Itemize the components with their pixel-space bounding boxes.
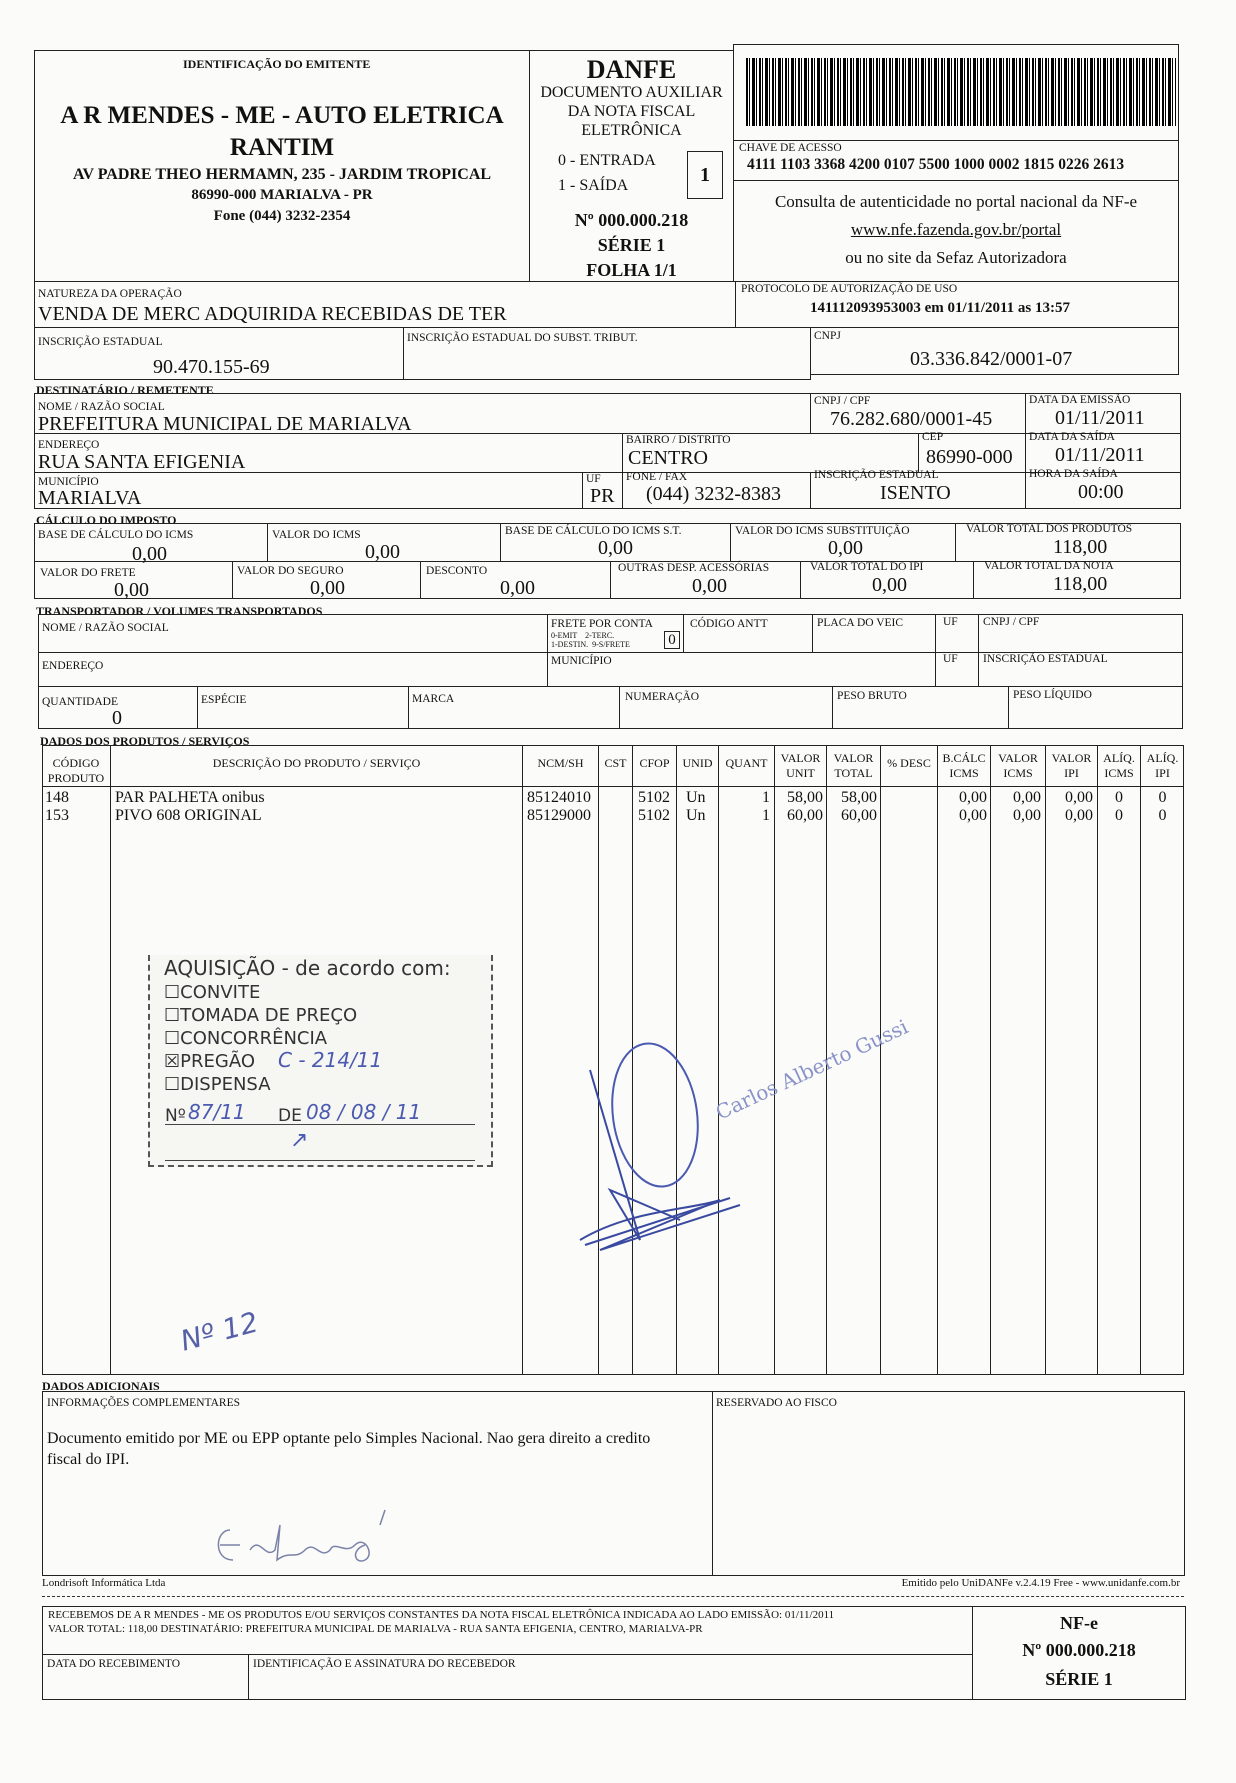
- antt-label: CÓDIGO ANTT: [690, 618, 768, 630]
- canhoto-numero: Nº 000.000.218: [1022, 1640, 1136, 1660]
- emitente-label: IDENTIFICAÇÃO DO EMITENTE: [183, 57, 371, 71]
- th-aicms: ALÍQ. ICMS: [1103, 751, 1135, 780]
- fisco-label: RESERVADO AO FISCO: [716, 1397, 837, 1409]
- transp-uf-label: UF: [943, 616, 958, 628]
- base-st: 0,00: [598, 537, 633, 559]
- frete-value: 0: [664, 631, 680, 649]
- row2-cfop: 5102: [638, 807, 670, 824]
- stamp-opt4: ☒PREGÃO: [164, 1051, 255, 1072]
- chave-label: CHAVE DE ACESSO: [739, 142, 842, 154]
- dest-saida: 01/11/2011: [1055, 444, 1145, 466]
- seguro-label: VALOR DO SEGURO: [237, 565, 344, 577]
- row2-vtotal: 60,00: [841, 807, 877, 824]
- dest-nome: PREFEITURA MUNICIPAL DE MARIALVA: [38, 413, 412, 435]
- stamp-numero-prefix: Nº: [165, 1106, 186, 1126]
- transportador-section: TRANSPORTADOR / VOLUMES TRANSPORTADOS: [36, 604, 323, 618]
- danfe-entrada: 0 - ENTRADA: [558, 152, 656, 169]
- danfe-sub2: DA NOTA FISCAL: [567, 103, 696, 120]
- destinatario-section: DESTINATÁRIO / REMETENTE: [36, 383, 214, 397]
- svg-text:Carlos Alberto Gussi: Carlos Alberto Gussi: [711, 1014, 912, 1125]
- dest-fone-label: FONE / FAX: [626, 471, 688, 483]
- row1-descricao: PAR PALHETA onibus: [115, 789, 265, 806]
- transp-municipio-label: MUNICÍPIO: [551, 655, 612, 667]
- th-cst: CST: [604, 756, 627, 770]
- peso-bruto-label: PESO BRUTO: [837, 690, 907, 702]
- transp-endereco-label: ENDEREÇO: [42, 660, 104, 672]
- ipi-label: VALOR TOTAL DO IPI: [810, 561, 924, 573]
- desconto: 0,00: [500, 577, 535, 599]
- marca-label: MARCA: [412, 693, 455, 705]
- danfe-serie: SÉRIE 1: [597, 235, 666, 255]
- row2-vunit: 60,00: [787, 807, 823, 824]
- stamp-opt2: ☐TOMADA DE PREÇO: [164, 1005, 358, 1026]
- th-ncm: NCM/SH: [537, 756, 584, 770]
- row1-ncm: 85124010: [527, 789, 591, 806]
- row2-aipi: 0: [1158, 807, 1167, 824]
- frete-opt1: 0-EMIT 2-TERC.: [551, 631, 615, 640]
- checkbox-icon: ☐: [164, 1005, 181, 1026]
- dest-hora-label: HORA DA SAÍDA: [1029, 468, 1118, 480]
- outras-label: OUTRAS DESP. ACESSÓRIAS: [618, 562, 770, 574]
- checkbox-icon: ☐: [164, 1028, 181, 1049]
- info-line1: Documento emitido por ME ou EPP optante pelo Simples Nacional. Nao gera direito a credito: [47, 1430, 651, 1447]
- info-label: INFORMAÇÕES COMPLEMENTARES: [47, 1397, 241, 1409]
- assinatura-label: IDENTIFICAÇÃO E ASSINATURA DO RECEBEDOR: [253, 1658, 516, 1670]
- quantidade: 0: [112, 707, 122, 729]
- dest-bairro: CENTRO: [628, 447, 708, 469]
- danfe-folha: FOLHA 1/1: [586, 260, 677, 280]
- dest-ie: ISENTO: [880, 482, 951, 504]
- chave-consulta1: Consulta de autenticidade no portal nacional da NF-e: [774, 192, 1138, 211]
- row1-aipi: 0: [1158, 789, 1167, 806]
- row2-codigo: 153: [45, 807, 69, 824]
- ie-label: INSCRIÇÃO ESTADUAL: [38, 336, 163, 348]
- row2-descricao: PIVO 608 ORIGINAL: [115, 807, 262, 824]
- signature: [570, 1014, 912, 1260]
- dest-fone: (044) 3232-8383: [646, 483, 781, 505]
- stamp-opt5: ☐DISPENSA: [164, 1074, 271, 1095]
- row2-vicms: 0,00: [1013, 807, 1041, 824]
- th-unid: UNID: [682, 756, 713, 770]
- stamp-title: AQUISIÇÃO - de acordo com:: [164, 956, 451, 980]
- valor-st: 0,00: [828, 537, 863, 559]
- th-aipi: ALÍQ. IPI: [1146, 751, 1179, 780]
- total-prod-label: VALOR TOTAL DOS PRODUTOS: [966, 523, 1133, 535]
- canhoto-nfe: NF-e: [1060, 1613, 1098, 1633]
- th-quant: QUANT: [725, 756, 768, 770]
- stamp-data-hand: 08 / 08 / 11: [306, 1100, 422, 1124]
- valor-st-label: VALOR DO ICMS SUBSTITUIÇÃO: [735, 525, 910, 537]
- danfe-numero: Nº 000.000.218: [574, 210, 689, 230]
- dest-municipio-label: MUNICÍPIO: [38, 476, 99, 488]
- dest-cnpj-label: CNPJ / CPF: [814, 395, 871, 407]
- dest-cnpj: 76.282.680/0001-45: [830, 408, 993, 430]
- ipi: 0,00: [872, 574, 907, 596]
- dest-endereco-label: ENDEREÇO: [38, 439, 100, 451]
- base-st-label: BASE DE CÁLCULO DO ICMS S.T.: [505, 525, 682, 537]
- produtos-section: DADOS DOS PRODUTOS / SERVIÇOS: [40, 734, 250, 748]
- row1-cfop: 5102: [638, 789, 670, 806]
- transp-nome-label: NOME / RAZÃO SOCIAL: [42, 622, 169, 634]
- dest-nome-label: NOME / RAZÃO SOCIAL: [38, 401, 165, 413]
- danfe-saida: 1 - SAÍDA: [558, 177, 629, 194]
- dest-emissao: 01/11/2011: [1055, 407, 1145, 429]
- row2-vipi: 0,00: [1065, 807, 1093, 824]
- canhoto-line1: RECEBEMOS DE A R MENDES - ME OS PRODUTOS E/OU SERVIÇOS CONSTANTES DA NOTA FISCAL ELETRÔNICA INDICADA AO LADO EMISSÃO: 01/11/2011: [48, 1609, 835, 1621]
- dest-bairro-label: BAIRRO / DISTRITO: [626, 434, 731, 446]
- stamp-initial: ↗: [290, 1128, 309, 1153]
- emitente-name-line1: A R MENDES - ME - AUTO ELETRICA: [60, 102, 504, 129]
- emitente-city: 86990-000 MARIALVA - PR: [191, 187, 373, 203]
- valor-icms: 0,00: [365, 541, 400, 563]
- stamp-de-label: DE: [278, 1106, 302, 1126]
- desconto-label: DESCONTO: [426, 565, 488, 577]
- dest-hora: 00:00: [1078, 481, 1124, 503]
- especie-label: ESPÉCIE: [201, 694, 247, 706]
- row1-unid: Un: [686, 789, 706, 806]
- checked-checkbox-icon: ☒: [164, 1051, 181, 1072]
- frete-label: VALOR DO FRETE: [40, 567, 136, 579]
- row2-quant: 1: [762, 807, 770, 824]
- stamp-pregao-hand: C - 214/11: [278, 1048, 383, 1072]
- chave-value: 4111 1103 3368 4200 0107 5500 1000 0002 1815 0226 2613: [747, 156, 1125, 173]
- stamp-numero-hand: 87/11: [188, 1100, 246, 1124]
- ie-subst-label: INSCRIÇÃO ESTADUAL DO SUBST. TRIBUT.: [407, 332, 638, 344]
- recebimento-label: DATA DO RECEBIMENTO: [47, 1658, 181, 1670]
- seguro: 0,00: [310, 577, 345, 599]
- imposto-section: CÁLCULO DO IMPOSTO: [36, 513, 177, 527]
- cnpj-label: CNPJ: [814, 330, 841, 342]
- stamp-opt1: ☐CONVITE: [164, 982, 261, 1003]
- natureza-value: VENDA DE MERC ADQUIRIDA RECEBIDAS DE TER: [38, 303, 507, 325]
- stamp-opt3: ☐CONCORRÊNCIA: [164, 1028, 328, 1049]
- danfe-tipo-box: 1: [687, 151, 723, 199]
- chave-consulta-url[interactable]: www.nfe.fazenda.gov.br/portal: [850, 220, 1062, 239]
- dest-saida-label: DATA DA SAÍDA: [1029, 431, 1115, 443]
- row2-unid: Un: [686, 807, 706, 824]
- cut-line: [42, 1596, 1184, 1597]
- dest-uf-label: UF: [586, 473, 601, 485]
- frete-conta-label: FRETE POR CONTA: [551, 618, 653, 630]
- chave-consulta2: ou no site da Sefaz Autorizadora: [845, 248, 1067, 267]
- cnpj-value: 03.336.842/0001-07: [910, 348, 1073, 370]
- handwritten-signature: [205, 1505, 405, 1575]
- natureza-label: NATUREZA DA OPERAÇÃO: [38, 288, 182, 300]
- handwritten-number: Nº 12: [177, 1305, 262, 1358]
- row1-vipi: 0,00: [1065, 789, 1093, 806]
- transp-ie-label: INSCRIÇÃO ESTADUAL: [983, 653, 1108, 665]
- canhoto-line2: VALOR TOTAL: 118,00 DESTINATÁRIO: PREFEITURA MUNICIPAL DE MARIALVA - RUA SANTA EFIGENIA, CENTRO, MARIALVA-PR: [48, 1623, 703, 1635]
- dest-endereco: RUA SANTA EFIGENIA: [38, 451, 246, 473]
- th-cfop: CFOP: [639, 756, 670, 770]
- valor-icms-label: VALOR DO ICMS: [272, 529, 361, 541]
- footer-right: Emitido pelo UniDANFe v.2.4.19 Free - www.unidanfe.com.br: [901, 1577, 1180, 1589]
- checkbox-icon: ☐: [164, 982, 181, 1003]
- barcode: [746, 58, 1176, 126]
- danfe-sub3: ELETRÔNICA: [581, 122, 682, 139]
- row1-bcalc: 0,00: [959, 789, 987, 806]
- protocolo-value: 141112093953003 em 01/11/2011 as 13:57: [810, 300, 1071, 316]
- transp-cnpj-label: CNPJ / CPF: [983, 616, 1040, 628]
- dest-ie-label: INSCRIÇÃO ESTADUAL: [814, 469, 939, 481]
- numeracao-label: NUMERAÇÃO: [625, 691, 700, 703]
- ie-value: 90.470.155-69: [153, 356, 270, 378]
- info-line2: fiscal do IPI.: [47, 1451, 130, 1468]
- outras: 0,00: [692, 575, 727, 597]
- th-desc: % DESC: [887, 756, 931, 770]
- footer-left: Londrisoft Informática Ltda: [42, 1577, 166, 1589]
- dest-cep-label: CEP: [922, 431, 944, 443]
- dest-emissao-label: DATA DA EMISSÃO: [1029, 394, 1131, 406]
- frete-opt2: 1-DESTIN. 9-S/FRETE: [551, 640, 630, 649]
- dest-municipio: MARIALVA: [38, 487, 142, 509]
- th-descricao: DESCRIÇÃO DO PRODUTO / SERVIÇO: [212, 756, 421, 770]
- placa-label: PLACA DO VEIC: [817, 617, 904, 629]
- row2-bcalc: 0,00: [959, 807, 987, 824]
- row1-vtotal: 58,00: [841, 789, 877, 806]
- row1-vunit: 58,00: [787, 789, 823, 806]
- checkbox-icon: ☐: [164, 1074, 181, 1095]
- row1-vicms: 0,00: [1013, 789, 1041, 806]
- protocolo-label: PROTOCOLO DE AUTORIZAÇÃO DE USO: [741, 283, 958, 295]
- emitente-name-line2: RANTIM: [229, 134, 335, 161]
- danfe-sub1: DOCUMENTO AUXILIAR: [540, 84, 723, 101]
- th-bcalc: B.CÁLC ICMS: [942, 751, 986, 780]
- row2-ncm: 85129000: [527, 807, 591, 824]
- th-vtotal: VALOR TOTAL: [833, 751, 874, 780]
- transp-uf2-label: UF: [943, 653, 958, 665]
- base-icms: 0,00: [132, 543, 167, 565]
- total-nota: 118,00: [1053, 573, 1108, 595]
- th-vicms: VALOR ICMS: [998, 751, 1038, 780]
- total-nota-label: VALOR TOTAL DA NOTA: [984, 560, 1114, 572]
- quantidade-label: QUANTIDADE: [42, 696, 119, 708]
- frete: 0,00: [114, 579, 149, 601]
- emitente-phone: Fone (044) 3232-2354: [213, 208, 351, 224]
- emitente-address: AV PADRE THEO HERMAMN, 235 - JARDIM TROPICAL: [72, 166, 492, 183]
- row1-codigo: 148: [45, 789, 69, 806]
- base-icms-label: BASE DE CÁLCULO DO ICMS: [38, 529, 194, 541]
- canhoto-serie: SÉRIE 1: [1045, 1669, 1113, 1689]
- th-codigo: CÓDIGO PRODUTO: [47, 756, 105, 785]
- dest-uf: PR: [590, 485, 615, 507]
- row1-aicms: 0: [1115, 789, 1123, 806]
- row1-quant: 1: [762, 789, 770, 806]
- danfe-title: DANFE: [586, 55, 677, 84]
- adicionais-section: DADOS ADICIONAIS: [42, 1379, 160, 1393]
- th-vipi: VALOR IPI: [1051, 751, 1092, 780]
- dest-cep: 86990-000: [926, 446, 1013, 468]
- th-vunit: VALOR UNIT: [780, 751, 821, 780]
- row2-aicms: 0: [1115, 807, 1123, 824]
- total-prod: 118,00: [1053, 536, 1108, 558]
- peso-liquido-label: PESO LÍQUIDO: [1013, 689, 1092, 701]
